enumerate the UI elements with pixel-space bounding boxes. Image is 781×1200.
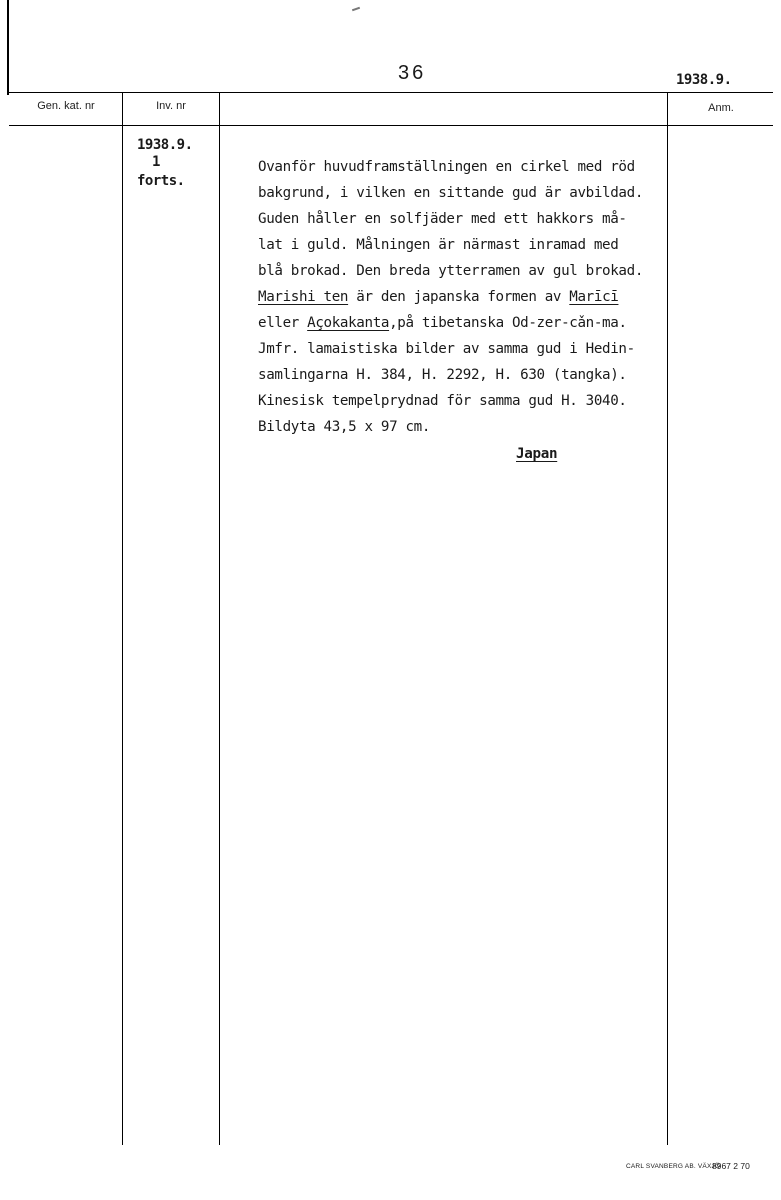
column-header-inv-nr: Inv. nr [156, 100, 186, 112]
term-marishi-ten: Marishi ten [258, 289, 349, 305]
description-line: samlingarna H. 384, H. 2292, H. 630 (tangka). [258, 367, 627, 383]
page-number: 36 [398, 62, 427, 84]
description-line: bakgrund, i vilken en sittande gud är avbildad. [258, 185, 644, 201]
inv-sub-number: 1 [152, 154, 161, 170]
description-line: Guden håller en solfjäder med ett hakkors må- [258, 211, 627, 227]
term-acokakanta: Açokakanta [307, 315, 390, 331]
inv-continued: forts. [137, 173, 185, 189]
header-bottom-rule [9, 125, 773, 126]
description-line: Marishi ten är den japanska formen av Marīcī [258, 289, 619, 305]
column-header-anm: Anm. [708, 102, 734, 114]
header-year: 1938.9. [676, 72, 732, 88]
country-label: Japan [516, 446, 558, 462]
column-divider-1 [122, 93, 123, 1145]
column-header-gen-kat-nr: Gen. kat. nr [37, 100, 95, 112]
stray-mark [352, 7, 360, 12]
form-code: 8967 2 70 [712, 1161, 750, 1171]
header-top-rule [9, 92, 773, 93]
description-line: Kinesisk tempelprydnad för samma gud H. 3040. [258, 393, 627, 409]
description-line: Bildyta 43,5 x 97 cm. [258, 419, 431, 435]
term-marici: Marīcī [569, 289, 619, 305]
description-line: eller Açokakanta,på tibetanska Od-zer-cǎn-ma. [258, 315, 627, 331]
description-line: blå brokad. Den breda ytterramen av gul brokad. [258, 263, 644, 279]
binding-edge-line [7, 0, 9, 95]
inv-number: 1938.9. [137, 137, 193, 153]
printer-imprint: CARL SVANBERG AB. VÄXJÖ [626, 1163, 721, 1170]
description-line: Jmfr. lamaistiska bilder av samma gud i Hedin- [258, 341, 635, 357]
column-divider-3 [667, 93, 668, 1145]
description-line: Ovanför huvudframställningen en cirkel med röd [258, 159, 635, 175]
column-divider-2 [219, 93, 220, 1145]
description-line: lat i guld. Målningen är närmast inramad med [258, 237, 619, 253]
